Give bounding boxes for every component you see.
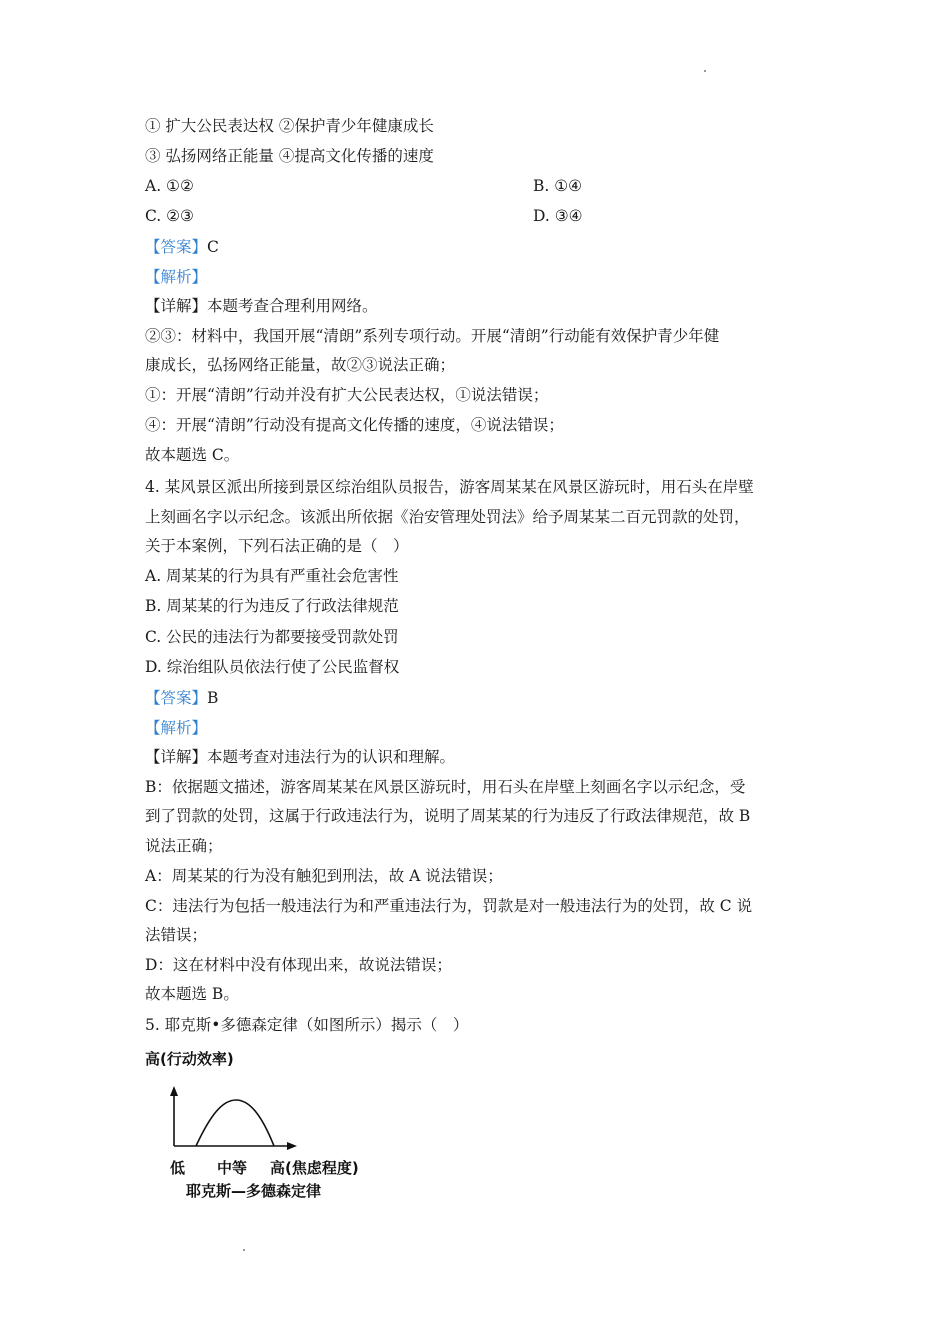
q4-analysis-line: B：依据题文描述，游客周某某在风景区游玩时，用石头在岸壁上刻画名字以示纪念，受 xyxy=(145,778,746,796)
scan-dot xyxy=(243,1249,245,1251)
q4-analysis-tag: 【解析】 xyxy=(145,719,208,737)
q3-choice-d: D. ③④ xyxy=(533,207,583,225)
answer-value: C xyxy=(207,238,219,256)
answer-tag: 【答案】 xyxy=(145,238,208,256)
answer-value: B xyxy=(207,689,219,707)
y-axis-arrow xyxy=(170,1086,178,1096)
q4-analysis-line: C：违法行为包括一般违法行为和严重违法行为，罚款是对一般违法行为的处罚，故 C 说 xyxy=(145,897,753,915)
q3-choice-a: A. ①② xyxy=(145,177,194,195)
q3-analysis-tag: 【解析】 xyxy=(145,268,208,286)
q3-analysis-line: ①：开展“清朗”行动并没有扩大公民表达权，①说法错误； xyxy=(145,386,549,404)
q3-choice-b: B. ①④ xyxy=(533,177,583,195)
q4-choice-d: D. 综治组队员依法行使了公民监督权 xyxy=(145,658,400,676)
q3-analysis-line: 故本题选 C。 xyxy=(145,446,240,464)
figure-y-label: 高(行动效率) xyxy=(145,1050,234,1068)
figure-x-mid: 中等 xyxy=(217,1159,248,1177)
figure-caption: 耶克斯—多德森定律 xyxy=(186,1182,322,1200)
q3-option-line-2: ③ 弘扬网络正能量 ④提高文化传播的速度 xyxy=(145,147,434,165)
yerkes-dodson-figure xyxy=(140,1046,380,1206)
q3-option-line-1: ① 扩大公民表达权 ②保护青少年健康成长 xyxy=(145,117,434,135)
q3-analysis-line: 康成长，弘扬网络正能量，故②③说法正确； xyxy=(145,356,456,374)
q4-stem-line: 关于本案例，下列石法正确的是（ ） xyxy=(145,537,409,555)
answer-tag: 【答案】 xyxy=(145,689,208,707)
q4-choice-a: A. 周某某的行为具有严重社会危害性 xyxy=(145,567,399,585)
x-axis-arrow xyxy=(287,1142,297,1150)
figure-x-low: 低 xyxy=(170,1159,186,1177)
q3-choice-c: C. ②③ xyxy=(145,207,194,225)
figure-x-high: 高(焦虑程度) xyxy=(270,1159,359,1177)
q4-answer xyxy=(145,688,218,708)
q3-analysis-line: ④：开展“清朗”行动没有提高文化传播的速度，④说法错误； xyxy=(145,416,564,434)
q4-stem-line: 上刻画名字以示纪念。该派出所依据《治安管理处罚法》给予周某某二百元罚款的处罚， xyxy=(145,508,750,526)
q4-choice-b: B. 周某某的行为违反了行政法律规范 xyxy=(145,597,399,615)
q3-analysis-line: ②③：材料中，我国开展“清朗”系列专项行动。开展“清朗”行动能有效保护青少年健 xyxy=(145,327,720,345)
q4-analysis-line: 法错误； xyxy=(145,926,208,944)
q4-analysis-line: D：这在材料中没有体现出来，故说法错误； xyxy=(145,956,452,974)
efficiency-curve xyxy=(196,1100,274,1146)
q4-analysis-line: A：周某某的行为没有触犯到刑法，故 A 说法错误； xyxy=(145,867,503,885)
q4-choice-c: C. 公民的违法行为都要接受罚款处罚 xyxy=(145,628,399,646)
q4-analysis-line: 故本题选 B。 xyxy=(145,985,239,1003)
q5-stem: 5. 耶克斯•多德森定律（如图所示）揭示（ ） xyxy=(145,1016,469,1034)
scan-dot xyxy=(704,70,706,72)
q4-analysis-line: 到了罚款的处罚，这属于行政违法行为，说明了周某某的行为违反了行政法律规范，故 B xyxy=(145,807,751,825)
q4-analysis-line: 【详解】本题考查对违法行为的认识和理解。 xyxy=(145,748,456,766)
q4-stem-line: 4. 某风景区派出所接到景区综治组队员报告，游客周某某在风景区游玩时，用石头在岸壁 xyxy=(145,478,754,496)
q3-analysis-line: 【详解】本题考查合理利用网络。 xyxy=(145,297,378,315)
q3-answer xyxy=(145,237,219,257)
q4-analysis-line: 说法正确； xyxy=(145,837,223,855)
